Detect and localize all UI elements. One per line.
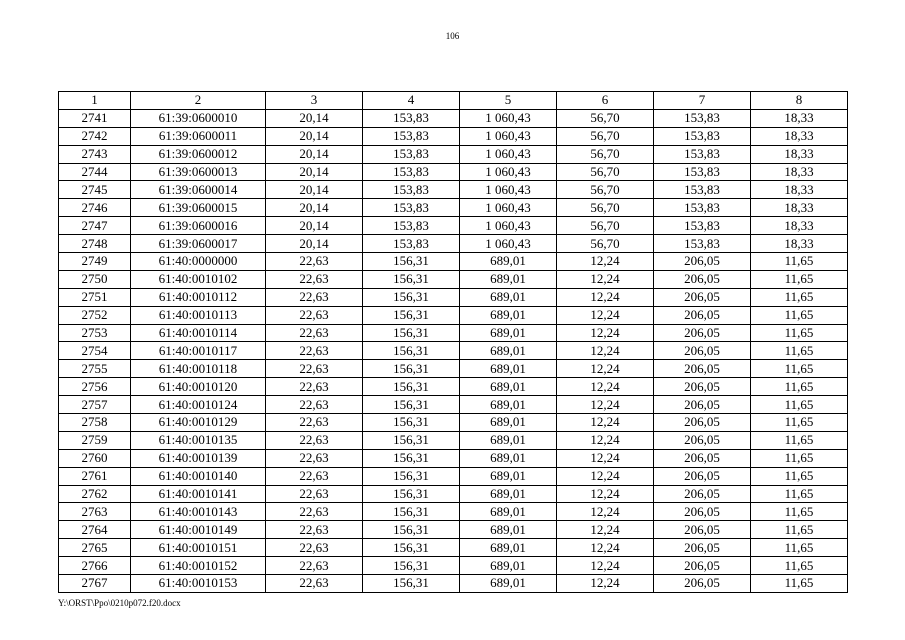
table-cell: 153,83 [363, 127, 460, 145]
table-cell: 11,65 [751, 306, 848, 324]
table-row [59, 109, 848, 127]
table-cell: 22,63 [266, 306, 363, 324]
table-row [59, 431, 848, 449]
table-cell: 12,24 [557, 270, 654, 288]
table-cell: 56,70 [557, 235, 654, 253]
table-cell: 2742 [59, 127, 131, 145]
table-cell: 156,31 [363, 253, 460, 271]
table-cell: 689,01 [460, 324, 557, 342]
table-cell: 156,31 [363, 449, 460, 467]
table-cell: 689,01 [460, 396, 557, 414]
table-cell: 156,31 [363, 360, 460, 378]
table-cell: 12,24 [557, 360, 654, 378]
table-cell: 61:40:0010114 [131, 324, 266, 342]
table-cell: 18,33 [751, 199, 848, 217]
table-cell: 2759 [59, 431, 131, 449]
table-cell: 1 060,43 [460, 181, 557, 199]
table-cell: 56,70 [557, 145, 654, 163]
table-cell: 156,31 [363, 431, 460, 449]
table-row [59, 539, 848, 557]
table-cell: 1 060,43 [460, 235, 557, 253]
table-cell: 61:40:0010113 [131, 306, 266, 324]
table-cell: 689,01 [460, 360, 557, 378]
table-cell: 689,01 [460, 575, 557, 593]
table-cell: 20,14 [266, 163, 363, 181]
table-cell: 153,83 [654, 217, 751, 235]
table-cell: 1 060,43 [460, 127, 557, 145]
table-cell: 12,24 [557, 449, 654, 467]
table-cell: 12,24 [557, 557, 654, 575]
table-cell: 56,70 [557, 163, 654, 181]
table-cell: 206,05 [654, 575, 751, 593]
table-cell: 2756 [59, 378, 131, 396]
table-cell: 2763 [59, 503, 131, 521]
table-cell: 689,01 [460, 539, 557, 557]
table-cell: 11,65 [751, 431, 848, 449]
table-cell: 18,33 [751, 181, 848, 199]
table-header-row [59, 92, 848, 110]
table-cell: 61:39:0600017 [131, 235, 266, 253]
table-cell: 12,24 [557, 324, 654, 342]
table-cell: 1 060,43 [460, 163, 557, 181]
table-cell: 61:40:0000000 [131, 253, 266, 271]
table-cell: 689,01 [460, 485, 557, 503]
table-cell: 61:39:0600010 [131, 109, 266, 127]
table-cell: 2766 [59, 557, 131, 575]
table-cell: 206,05 [654, 539, 751, 557]
table-row [59, 378, 848, 396]
table-cell: 61:39:0600011 [131, 127, 266, 145]
table-cell: 206,05 [654, 253, 751, 271]
table-cell: 1 060,43 [460, 109, 557, 127]
table-cell: 2743 [59, 145, 131, 163]
table-cell: 206,05 [654, 449, 751, 467]
table-cell: 61:40:0010135 [131, 431, 266, 449]
table-cell: 11,65 [751, 253, 848, 271]
table-cell: 1 060,43 [460, 145, 557, 163]
table-cell: 61:39:0600012 [131, 145, 266, 163]
table-cell: 153,83 [654, 163, 751, 181]
table-cell: 22,63 [266, 449, 363, 467]
table-cell: 11,65 [751, 324, 848, 342]
table-cell: 156,31 [363, 414, 460, 432]
table-cell: 156,31 [363, 342, 460, 360]
table-cell: 61:40:0010124 [131, 396, 266, 414]
table-cell: 61:40:0010129 [131, 414, 266, 432]
table-cell: 2767 [59, 575, 131, 593]
table-row [59, 288, 848, 306]
table-cell: 12,24 [557, 467, 654, 485]
table-cell: 11,65 [751, 449, 848, 467]
table-cell: 206,05 [654, 342, 751, 360]
table-cell: 2760 [59, 449, 131, 467]
table-row [59, 181, 848, 199]
column-header-6: 6 [557, 92, 654, 110]
table-cell: 12,24 [557, 503, 654, 521]
table-cell: 61:40:0010149 [131, 521, 266, 539]
table-cell: 153,83 [363, 199, 460, 217]
table-cell: 2752 [59, 306, 131, 324]
table-cell: 156,31 [363, 485, 460, 503]
table-cell: 61:40:0010117 [131, 342, 266, 360]
table-cell: 206,05 [654, 521, 751, 539]
table-cell: 2750 [59, 270, 131, 288]
table-cell: 20,14 [266, 109, 363, 127]
table-cell: 689,01 [460, 288, 557, 306]
table-cell: 11,65 [751, 396, 848, 414]
table-cell: 61:40:0010140 [131, 467, 266, 485]
table-cell: 206,05 [654, 503, 751, 521]
table-cell: 12,24 [557, 342, 654, 360]
table-row [59, 414, 848, 432]
table-cell: 12,24 [557, 414, 654, 432]
table-row [59, 306, 848, 324]
table-cell: 156,31 [363, 557, 460, 575]
table-cell: 20,14 [266, 181, 363, 199]
table-row [59, 449, 848, 467]
table-cell: 2754 [59, 342, 131, 360]
table-cell: 153,83 [654, 145, 751, 163]
table-cell: 22,63 [266, 270, 363, 288]
table-cell: 61:40:0010112 [131, 288, 266, 306]
table-cell: 11,65 [751, 485, 848, 503]
table-cell: 153,83 [654, 235, 751, 253]
table-cell: 689,01 [460, 414, 557, 432]
table-row [59, 503, 848, 521]
table-cell: 156,31 [363, 270, 460, 288]
table-cell: 153,83 [363, 145, 460, 163]
table-cell: 153,83 [654, 127, 751, 145]
table-cell: 22,63 [266, 378, 363, 396]
table-cell: 22,63 [266, 521, 363, 539]
table-cell: 153,83 [363, 163, 460, 181]
table-row [59, 217, 848, 235]
column-header-4: 4 [363, 92, 460, 110]
table-cell: 206,05 [654, 288, 751, 306]
table-row [59, 127, 848, 145]
table-cell: 61:39:0600016 [131, 217, 266, 235]
table-cell: 11,65 [751, 503, 848, 521]
table-cell: 12,24 [557, 485, 654, 503]
table-cell: 2747 [59, 217, 131, 235]
column-header-5: 5 [460, 92, 557, 110]
table-cell: 156,31 [363, 306, 460, 324]
table-cell: 689,01 [460, 253, 557, 271]
table-cell: 11,65 [751, 270, 848, 288]
table-row [59, 145, 848, 163]
table-cell: 206,05 [654, 557, 751, 575]
table-cell: 22,63 [266, 557, 363, 575]
table-cell: 11,65 [751, 575, 848, 593]
table-cell: 12,24 [557, 396, 654, 414]
table-row [59, 199, 848, 217]
table-cell: 22,63 [266, 575, 363, 593]
table-cell: 2764 [59, 521, 131, 539]
table-cell: 206,05 [654, 378, 751, 396]
table-cell: 206,05 [654, 360, 751, 378]
table-cell: 11,65 [751, 467, 848, 485]
table-cell: 12,24 [557, 253, 654, 271]
table-cell: 22,63 [266, 467, 363, 485]
table-cell: 18,33 [751, 145, 848, 163]
table-cell: 689,01 [460, 521, 557, 539]
table-cell: 156,31 [363, 467, 460, 485]
table-cell: 20,14 [266, 199, 363, 217]
table-cell: 153,83 [363, 181, 460, 199]
table-cell: 156,31 [363, 521, 460, 539]
table-cell: 2751 [59, 288, 131, 306]
table-row [59, 575, 848, 593]
table-cell: 22,63 [266, 324, 363, 342]
table-cell: 689,01 [460, 306, 557, 324]
table-cell: 2755 [59, 360, 131, 378]
table-cell: 1 060,43 [460, 217, 557, 235]
table-cell: 61:40:0010102 [131, 270, 266, 288]
table-cell: 61:40:0010143 [131, 503, 266, 521]
table-cell: 22,63 [266, 485, 363, 503]
table-cell: 689,01 [460, 270, 557, 288]
table-cell: 153,83 [363, 109, 460, 127]
table-cell: 156,31 [363, 288, 460, 306]
table-row [59, 557, 848, 575]
table-row [59, 253, 848, 271]
table-cell: 206,05 [654, 485, 751, 503]
table-cell: 689,01 [460, 557, 557, 575]
table-cell: 689,01 [460, 431, 557, 449]
table-cell: 61:40:0010118 [131, 360, 266, 378]
table-cell: 20,14 [266, 217, 363, 235]
table-cell: 18,33 [751, 109, 848, 127]
table-row [59, 485, 848, 503]
table-cell: 56,70 [557, 127, 654, 145]
table-cell: 206,05 [654, 467, 751, 485]
data-table [58, 91, 848, 593]
table-row [59, 342, 848, 360]
column-header-2: 2 [131, 92, 266, 110]
table-cell: 12,24 [557, 378, 654, 396]
table-cell: 61:40:0010120 [131, 378, 266, 396]
table-cell: 61:40:0010153 [131, 575, 266, 593]
table-row [59, 467, 848, 485]
table-row [59, 270, 848, 288]
table-cell: 11,65 [751, 288, 848, 306]
table-cell: 18,33 [751, 163, 848, 181]
table-cell: 206,05 [654, 431, 751, 449]
table-cell: 11,65 [751, 378, 848, 396]
table-cell: 2758 [59, 414, 131, 432]
table-cell: 22,63 [266, 414, 363, 432]
table-cell: 11,65 [751, 557, 848, 575]
table-cell: 22,63 [266, 342, 363, 360]
table-row [59, 324, 848, 342]
table-cell: 2745 [59, 181, 131, 199]
column-header-8: 8 [751, 92, 848, 110]
table-cell: 2761 [59, 467, 131, 485]
table-cell: 22,63 [266, 288, 363, 306]
table-cell: 689,01 [460, 503, 557, 521]
table-cell: 56,70 [557, 199, 654, 217]
table-cell: 153,83 [363, 217, 460, 235]
table-cell: 153,83 [654, 109, 751, 127]
table-cell: 206,05 [654, 306, 751, 324]
table-row [59, 521, 848, 539]
table-cell: 689,01 [460, 378, 557, 396]
table-cell: 20,14 [266, 127, 363, 145]
table-cell: 2748 [59, 235, 131, 253]
table-cell: 18,33 [751, 217, 848, 235]
table-cell: 689,01 [460, 342, 557, 360]
table-cell: 153,83 [654, 199, 751, 217]
table-cell: 22,63 [266, 503, 363, 521]
table-cell: 61:40:0010152 [131, 557, 266, 575]
table-cell: 18,33 [751, 235, 848, 253]
table-cell: 11,65 [751, 521, 848, 539]
column-header-3: 3 [266, 92, 363, 110]
table-cell: 689,01 [460, 467, 557, 485]
table-cell: 61:39:0600013 [131, 163, 266, 181]
table-cell: 12,24 [557, 306, 654, 324]
table-cell: 2746 [59, 199, 131, 217]
table-cell: 2757 [59, 396, 131, 414]
table-cell: 22,63 [266, 253, 363, 271]
table-cell: 12,24 [557, 431, 654, 449]
table-cell: 2765 [59, 539, 131, 557]
table-cell: 22,63 [266, 360, 363, 378]
table-cell: 156,31 [363, 575, 460, 593]
table-cell: 206,05 [654, 324, 751, 342]
table-cell: 156,31 [363, 539, 460, 557]
table-cell: 20,14 [266, 145, 363, 163]
table-cell: 61:40:0010151 [131, 539, 266, 557]
table-row [59, 235, 848, 253]
table-cell: 1 060,43 [460, 199, 557, 217]
table-cell: 11,65 [751, 360, 848, 378]
table-cell: 2762 [59, 485, 131, 503]
table-cell: 61:39:0600015 [131, 199, 266, 217]
table-cell: 2744 [59, 163, 131, 181]
table-cell: 11,65 [751, 539, 848, 557]
table-cell: 206,05 [654, 270, 751, 288]
table-cell: 20,14 [266, 235, 363, 253]
table-cell: 689,01 [460, 449, 557, 467]
table-cell: 11,65 [751, 342, 848, 360]
table-cell: 56,70 [557, 109, 654, 127]
table-cell: 156,31 [363, 396, 460, 414]
table-body [59, 109, 848, 592]
table-cell: 12,24 [557, 521, 654, 539]
table-cell: 206,05 [654, 396, 751, 414]
column-header-7: 7 [654, 92, 751, 110]
table-cell: 2749 [59, 253, 131, 271]
table-cell: 153,83 [363, 235, 460, 253]
table-row [59, 360, 848, 378]
table-cell: 156,31 [363, 378, 460, 396]
table-cell: 2753 [59, 324, 131, 342]
table-cell: 61:39:0600014 [131, 181, 266, 199]
table-row [59, 163, 848, 181]
table-cell: 61:40:0010141 [131, 485, 266, 503]
page-number: 106 [445, 31, 460, 41]
table-cell: 156,31 [363, 324, 460, 342]
table-cell: 56,70 [557, 181, 654, 199]
table-cell: 153,83 [654, 181, 751, 199]
table-cell: 12,24 [557, 539, 654, 557]
table-cell: 12,24 [557, 575, 654, 593]
column-header-1: 1 [59, 92, 131, 110]
table-cell: 22,63 [266, 539, 363, 557]
table-cell: 11,65 [751, 414, 848, 432]
table-cell: 156,31 [363, 503, 460, 521]
table-cell: 22,63 [266, 396, 363, 414]
table-cell: 12,24 [557, 288, 654, 306]
table-cell: 2741 [59, 109, 131, 127]
table-cell: 206,05 [654, 414, 751, 432]
table-cell: 22,63 [266, 431, 363, 449]
table-cell: 18,33 [751, 127, 848, 145]
table-cell: 61:40:0010139 [131, 449, 266, 467]
table-cell: 56,70 [557, 217, 654, 235]
table-row [59, 396, 848, 414]
footer-file-path: Y:\ORST\Ppo\0210p072.f20.docx [58, 598, 181, 608]
